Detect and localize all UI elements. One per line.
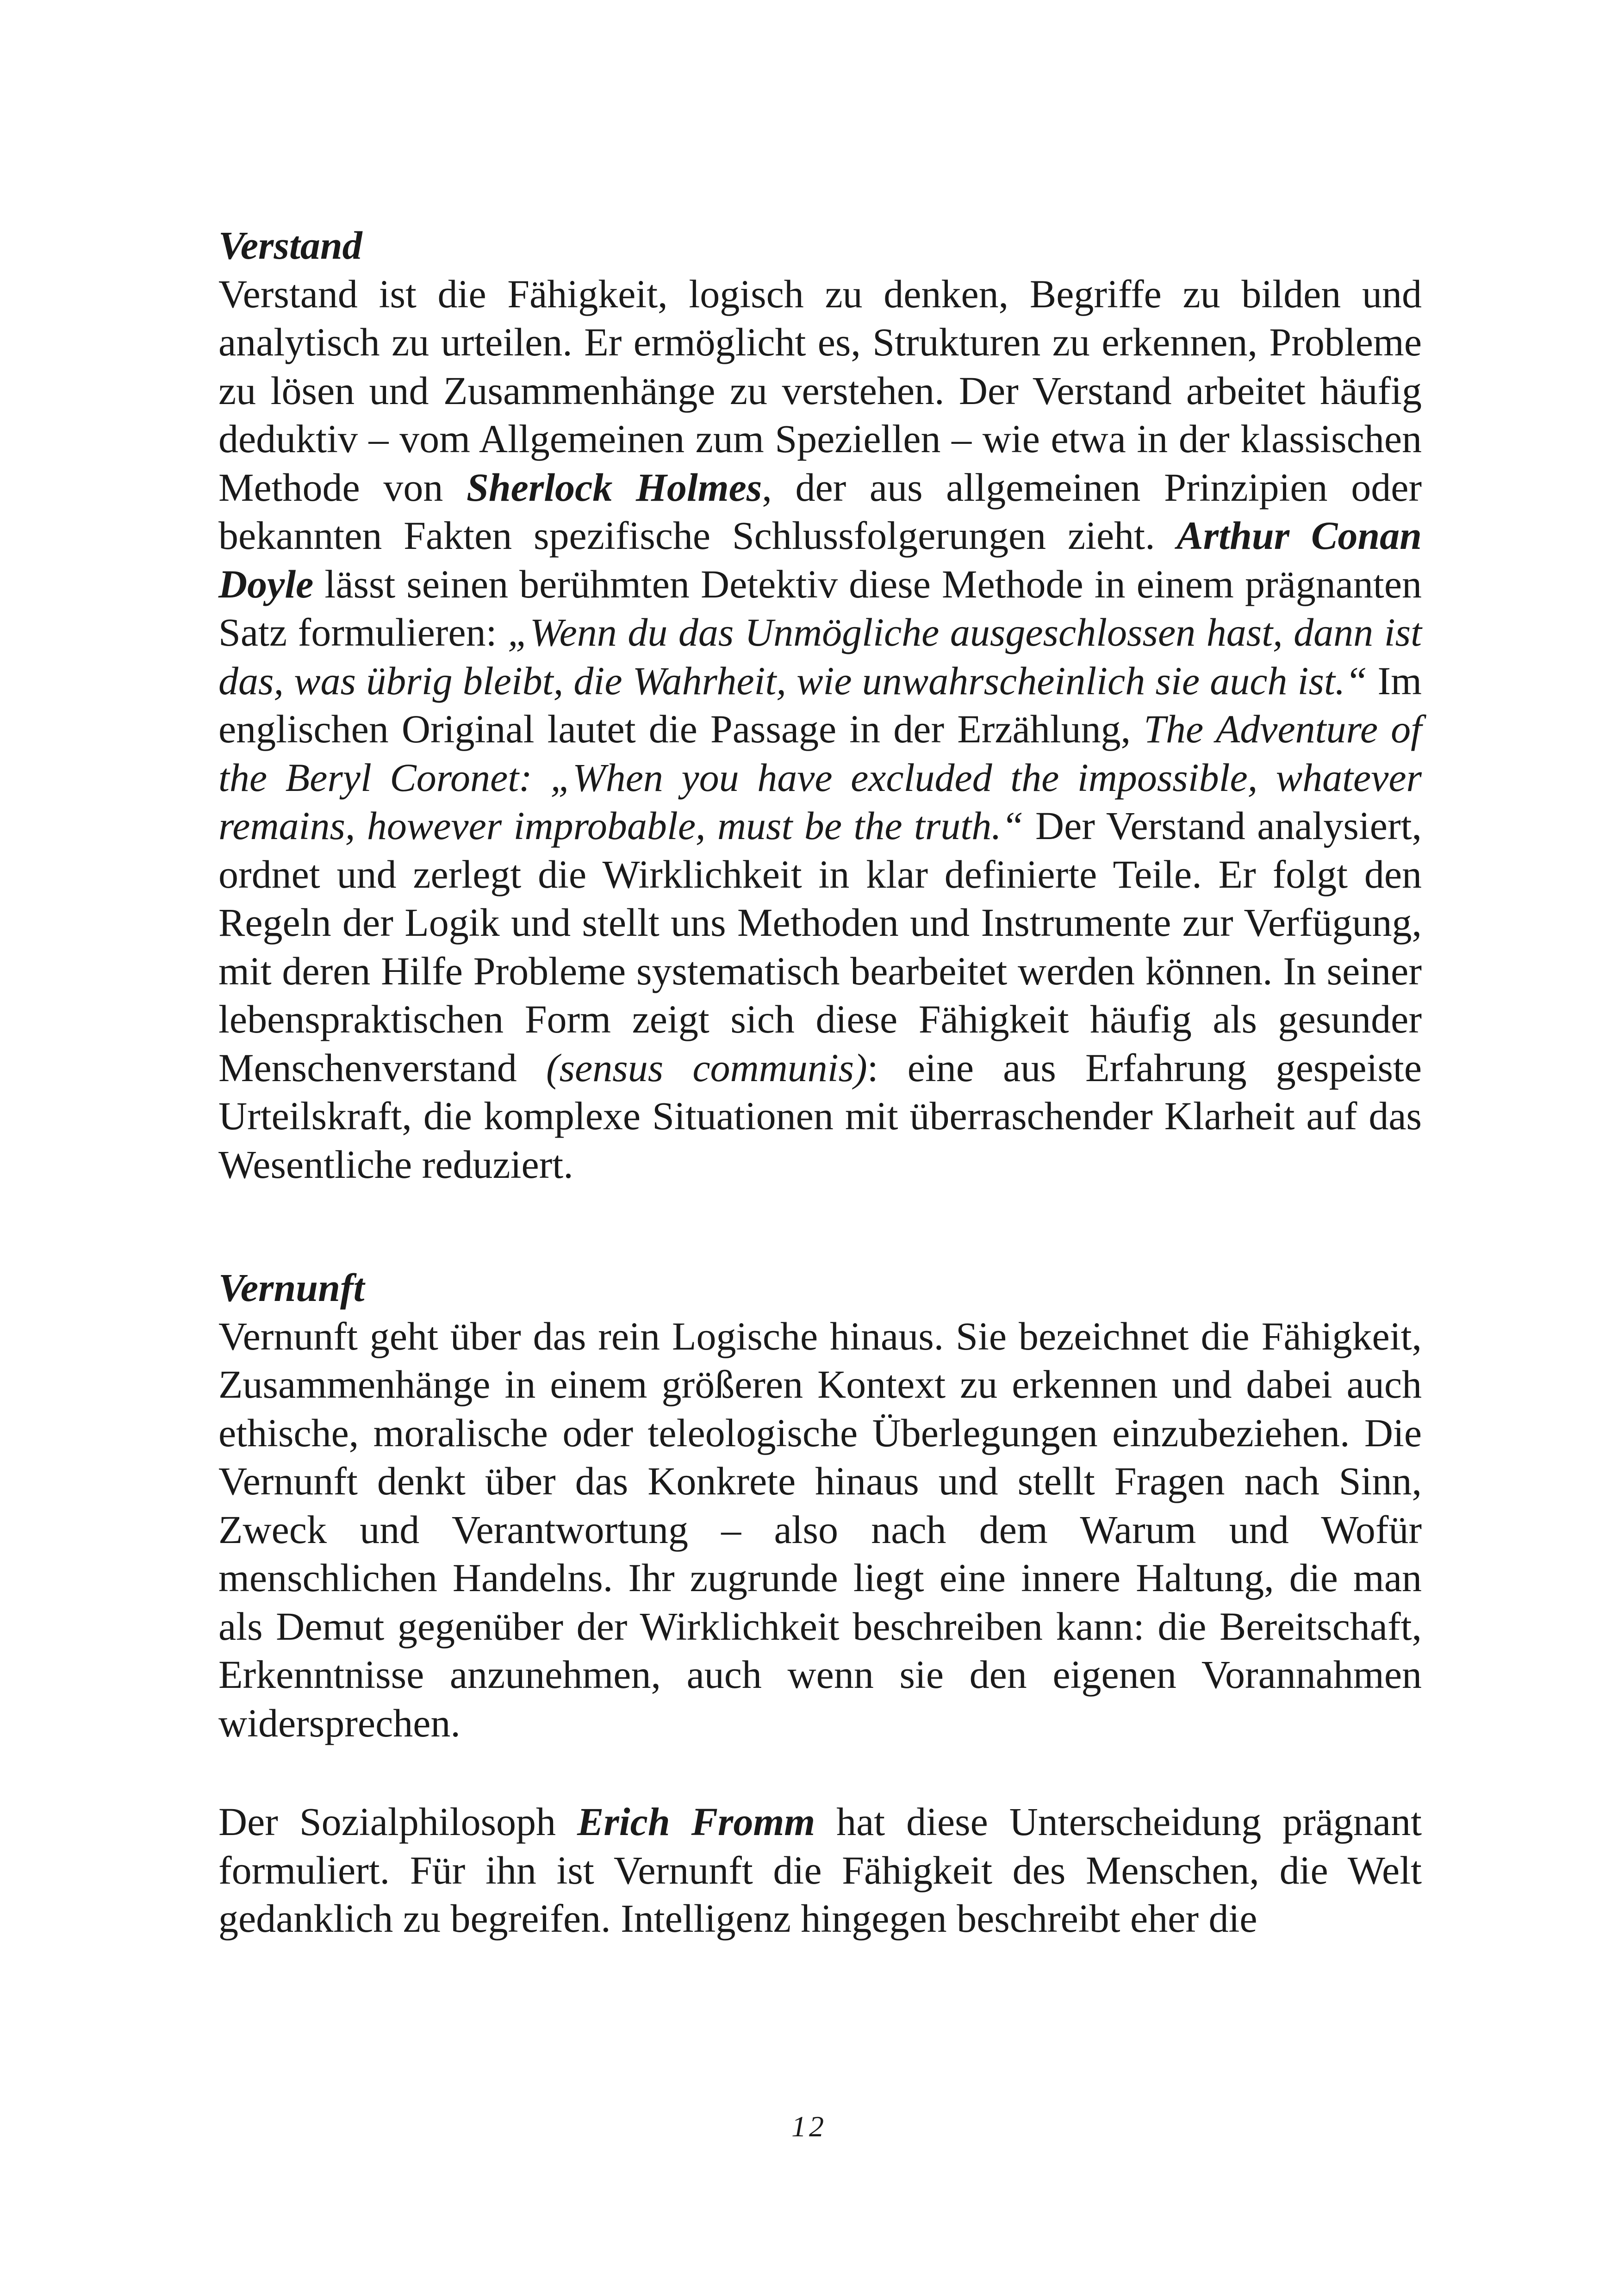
text-run: Der Sozialphilosoph	[218, 1799, 577, 1844]
story-title-and-quote: The Adventure of the Beryl Coronet: „When you have excluded the impossible, whatever remains, however improbable, must be the truth.“	[218, 707, 1422, 848]
paragraph-verstand	[218, 270, 1422, 1189]
page-number: 12	[791, 2110, 827, 2143]
paragraph-fromm	[218, 1798, 1422, 1943]
text-run: , der aus allgemeinen Prinzipien oder bekannten Fakten spezifische Schlussfolgerungen zieht.	[218, 465, 1422, 558]
latin-term: (sensus communis)	[546, 1045, 867, 1090]
person-name-doyle: Arthur Conan Doyle	[218, 513, 1422, 606]
text-run: Im englischen Original lautet die Passage in der Erzählung,	[218, 658, 1422, 751]
text-run: : eine aus Erfahrung gespeiste Urteilskraft, die komplexe Situationen mit überraschender Klarheit auf das Wesentliche reduziert.	[218, 1045, 1422, 1187]
text-run: lässt seinen berühmten Detektiv diese Methode in einem prägnanten Satz formulieren:	[218, 561, 1422, 654]
person-name-fromm: Erich Fromm	[577, 1799, 815, 1844]
section-verstand	[218, 221, 1422, 1188]
quote-german: „Wenn du das Unmögliche ausgeschlossen hast, dann ist das, was übrig bleibt, die Wahrheit, wie unwahrscheinlich sie auch ist.“	[218, 610, 1422, 703]
section-fromm	[218, 1798, 1422, 1943]
text-run: Verstand ist die Fähigkeit, logisch zu denken, Begriffe zu bilden und analytisch zu urteilen. Er ermöglicht es, Strukturen zu erkennen, Probleme zu lösen und Zusammenhänge zu verstehen. Der Verstand arbeitet häufig deduktiv – vom Allgemeinen zum Speziellen – wie etwa in der klassischen Methode von	[218, 271, 1422, 510]
section-heading-verstand: Verstand	[218, 223, 362, 268]
person-name-holmes: Sherlock Holmes	[466, 465, 762, 510]
text-run: hat diese Unterscheidung prägnant formuliert. Für ihn ist Vernunft die Fähigkeit des Menschen, die Welt gedanklich zu begreifen. Intelligenz hingegen beschreibt eher die	[218, 1799, 1422, 1941]
section-heading-vernunft: Vernunft	[218, 1265, 365, 1310]
paragraph-vernunft: Vernunft geht über das rein Logische hinaus. Sie bezeichnet die Fähigkeit, Zusammenhänge in einem größeren Kontext zu erkennen und dabei auch ethische, moralische oder teleologische Überlegungen einzubeziehen. Die Vernunft denkt über das Konkrete hinaus und stellt Fragen nach Sinn, Zweck und Verantwortung – also nach dem Warum und Wofür menschlichen Handelns. Ihr zugrunde liegt eine innere Haltung, die man als Demut gegenüber der Wirklichkeit beschreiben kann: die Bereitschaft, Erkenntnisse anzunehmen, auch wenn sie den eigenen Vorannahmen widersprechen.	[218, 1313, 1422, 1745]
section-vernunft	[218, 1263, 1422, 1747]
text-run: Der Verstand analysiert, ordnet und zerlegt die Wirklichkeit in klar definierte Teile. Er folgt den Regeln der Logik und stellt uns Methoden und Instrumente zur Verfügung, mit deren Hilfe Probleme systematisch bearbeitet werden können. In seiner lebenspraktischen Form zeigt sich diese Fähigkeit häufig als gesunder Menschenverstand	[218, 803, 1422, 1090]
